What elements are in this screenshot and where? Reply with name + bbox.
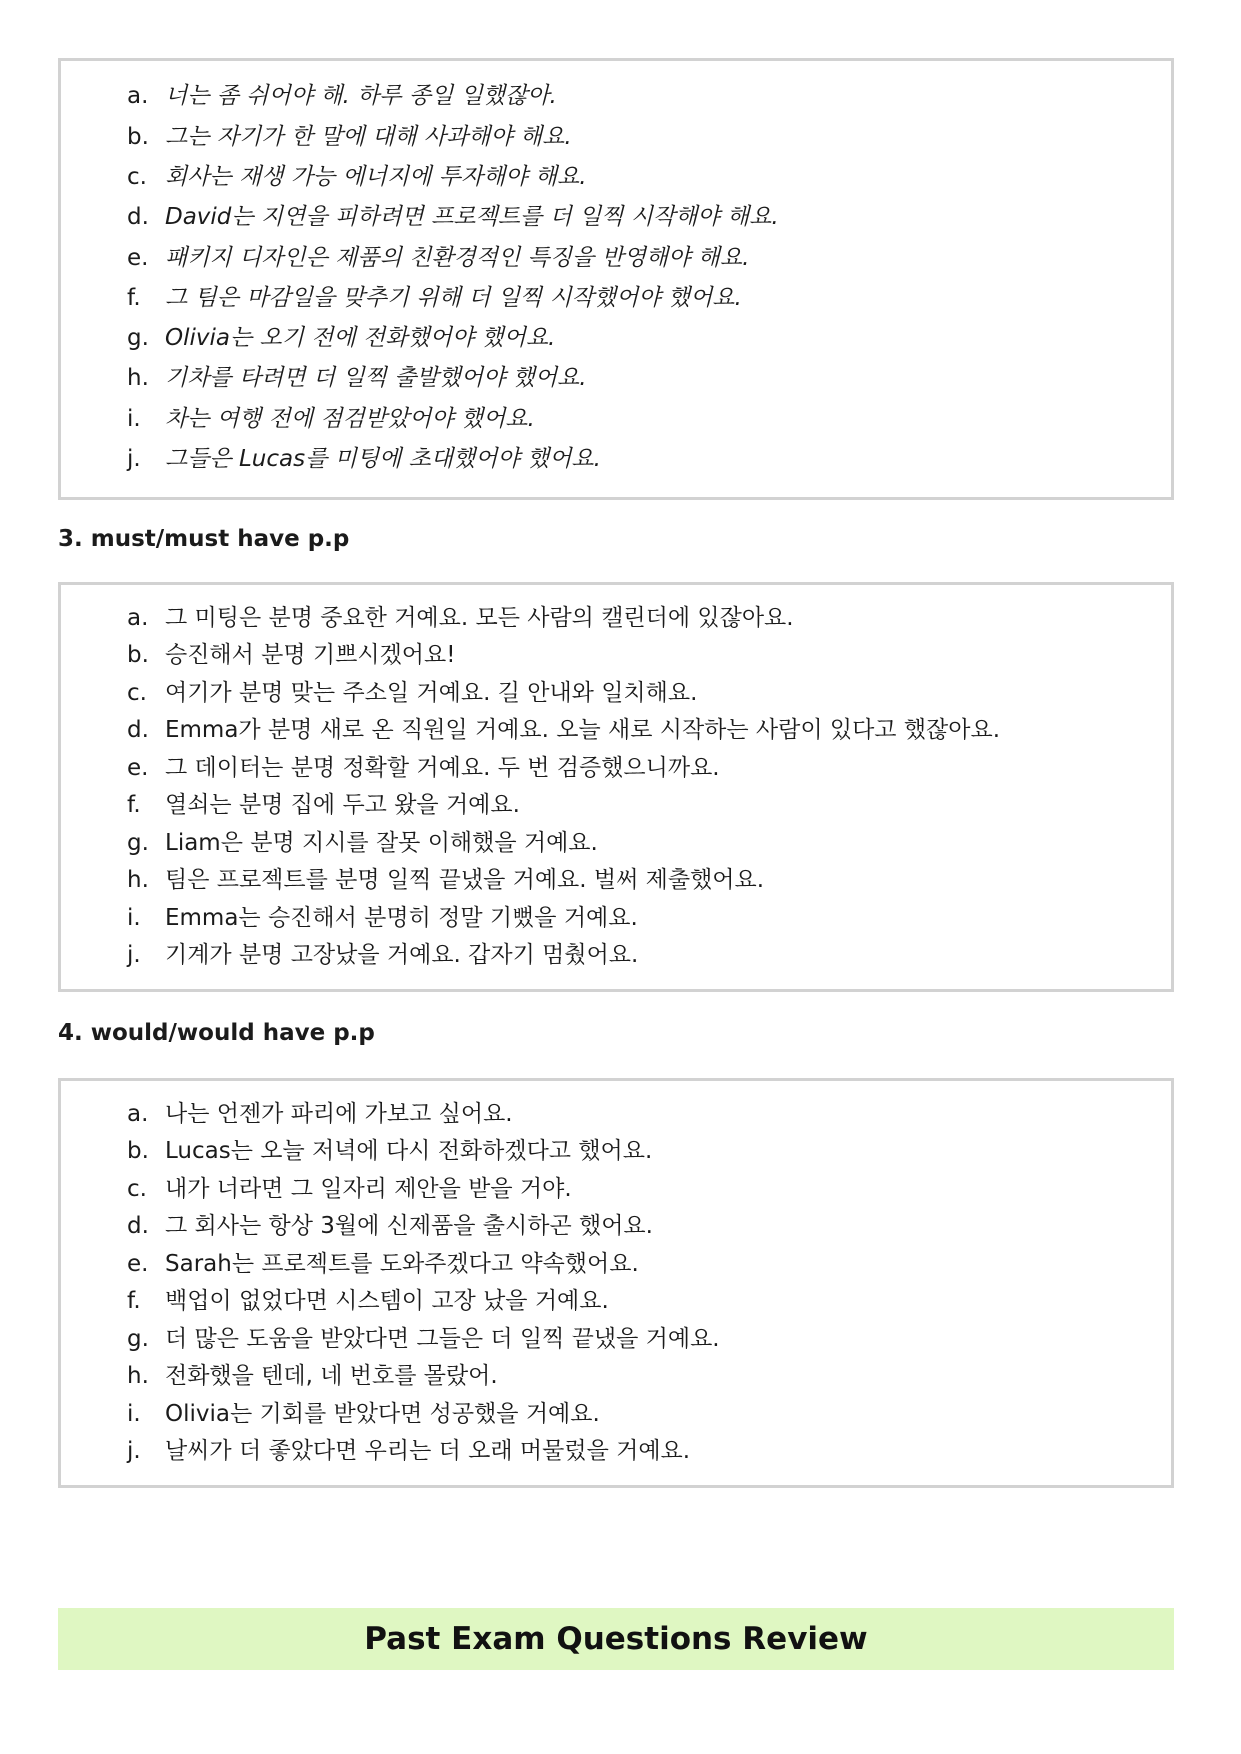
section3-heading: 3. must/must have p.p xyxy=(58,526,350,552)
list-item: e. 그 데이터는 분명 정확할 거예요. 두 번 검증했으니까요. xyxy=(127,755,720,781)
list-item: b. 그는 자기가 한 말에 대해 사과해야 해요. xyxy=(127,124,572,150)
list-item: j. 그들은 Lucas를 미팅에 초대했어야 했어요. xyxy=(127,446,601,472)
section4-box xyxy=(58,1078,1174,1488)
section-banner xyxy=(58,1608,1174,1670)
section3-box xyxy=(58,582,1174,992)
list-item: c. 내가 너라면 그 일자리 제안을 받을 거야. xyxy=(127,1176,572,1202)
list-item: e. 패키지 디자인은 제품의 친환경적인 특징을 반영해야 해요. xyxy=(127,245,750,271)
list-item: f. 그 팀은 마감일을 맞추기 위해 더 일찍 시작했어야 했어요. xyxy=(127,285,742,311)
list-item: f. 백업이 없었다면 시스템이 고장 났을 거예요. xyxy=(127,1288,609,1314)
list-item: a. 그 미팅은 분명 중요한 거예요. 모든 사람의 캘린더에 있잖아요. xyxy=(127,605,794,631)
list-item: a. 나는 언젠가 파리에 가보고 싶어요. xyxy=(127,1101,513,1127)
list-item: j. 날씨가 더 좋았다면 우리는 더 오래 머물렀을 거예요. xyxy=(127,1438,691,1464)
list-item: i. 차는 여행 전에 점검받았어야 했어요. xyxy=(127,406,535,432)
list-item: j. 기계가 분명 고장났을 거예요. 갑자기 멈췄어요. xyxy=(127,942,639,968)
list-item: d. Emma가 분명 새로 온 직원일 거예요. 오늘 새로 시작하는 사람이 있다고 했잖아요. xyxy=(127,717,1001,743)
list-item: g. 더 많은 도움을 받았다면 그들은 더 일찍 끝냈을 거예요. xyxy=(127,1326,720,1352)
list-item: h. 팀은 프로젝트를 분명 일찍 끝냈을 거예요. 벌써 제출했어요. xyxy=(127,867,765,893)
list-item: g. Liam은 분명 지시를 잘못 이해했을 거예요. xyxy=(127,830,598,856)
section2-box xyxy=(58,58,1174,500)
list-item: g. Olivia는 오기 전에 전화했어야 했어요. xyxy=(127,325,556,351)
list-item: e. Sarah는 프로젝트를 도와주겠다고 약속했어요. xyxy=(127,1251,639,1277)
list-item: h. 전화했을 텐데, 네 번호를 몰랐어. xyxy=(127,1363,498,1389)
list-item: i. Olivia는 기회를 받았다면 성공했을 거예요. xyxy=(127,1401,600,1427)
banner-title: Past Exam Questions Review xyxy=(364,1621,868,1657)
list-item: c. 여기가 분명 맞는 주소일 거예요. 길 안내와 일치해요. xyxy=(127,680,698,706)
list-item: b. 승진해서 분명 기쁘시겠어요! xyxy=(127,642,456,668)
list-item: i. Emma는 승진해서 분명히 정말 기뻤을 거예요. xyxy=(127,905,638,931)
list-item: d. David는 지연을 피하려면 프로젝트를 더 일찍 시작해야 해요. xyxy=(127,204,779,230)
list-item: f. 열쇠는 분명 집에 두고 왔을 거예요. xyxy=(127,792,520,818)
list-item: b. Lucas는 오늘 저녁에 다시 전화하겠다고 했어요. xyxy=(127,1138,653,1164)
list-item: h. 기차를 타려면 더 일찍 출발했어야 했어요. xyxy=(127,365,587,391)
section4-heading: 4. would/would have p.p xyxy=(58,1020,375,1046)
list-item: d. 그 회사는 항상 3월에 신제품을 출시하곤 했어요. xyxy=(127,1213,653,1239)
list-item: a. 너는 좀 쉬어야 해. 하루 종일 일했잖아. xyxy=(127,83,557,109)
list-item: c. 회사는 재생 가능 에너지에 투자해야 해요. xyxy=(127,164,587,190)
